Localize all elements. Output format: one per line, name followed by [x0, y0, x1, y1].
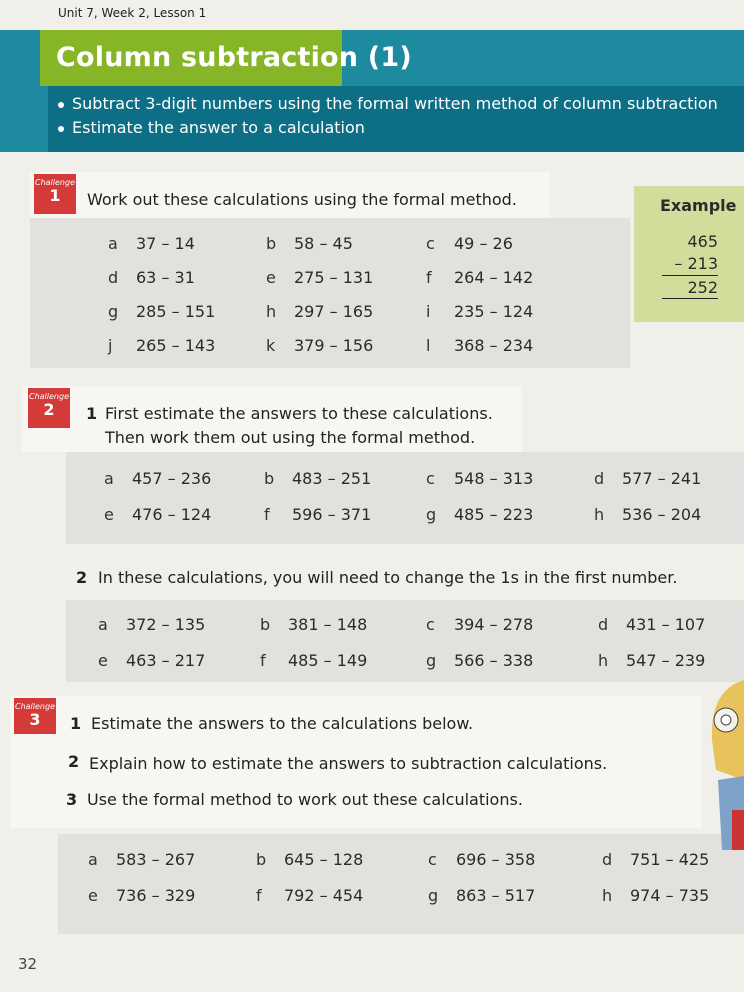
item-expression: 49 – 26 [454, 234, 513, 253]
calculation-item [598, 651, 705, 670]
item-expression: 368 – 234 [454, 336, 534, 355]
calculation-item [256, 850, 363, 869]
item-letter: f [256, 886, 262, 905]
challenge3-q3: Use the formal method to work out these calculations. [87, 790, 523, 809]
calculation-item [88, 850, 195, 869]
calculation-item [426, 651, 533, 670]
challenge3-q2-number: 2 [68, 752, 80, 771]
item-letter: e [98, 651, 108, 670]
item-letter: c [426, 615, 435, 634]
item-letter: j [108, 336, 113, 355]
item-letter: l [426, 336, 431, 355]
calculation-item [266, 234, 353, 253]
item-letter: h [266, 302, 277, 321]
calculation-item [260, 651, 367, 670]
calculation-item [602, 850, 709, 869]
item-expression: 265 – 143 [136, 336, 216, 355]
challenge3-q1-number: 1 [70, 714, 82, 733]
item-expression: 974 – 735 [630, 886, 710, 905]
item-expression: 394 – 278 [454, 615, 534, 634]
item-letter: e [266, 268, 276, 287]
calculation-item [256, 886, 363, 905]
calculation-item [266, 336, 373, 355]
item-expression: 37 – 14 [136, 234, 195, 253]
challenge2-q1-line2: Then work them out using the formal method. [105, 428, 476, 447]
calculation-item [602, 886, 709, 905]
example-rule [662, 275, 718, 276]
item-letter: g [426, 505, 437, 524]
calculation-item [428, 886, 535, 905]
example-rule-bottom [662, 298, 718, 299]
calculation-item [108, 302, 215, 321]
item-letter: a [88, 850, 98, 869]
item-expression: 596 – 371 [292, 505, 372, 524]
item-expression: 547 – 239 [626, 651, 706, 670]
item-letter: d [602, 850, 613, 869]
calculation-item [426, 505, 533, 524]
item-letter: a [98, 615, 108, 634]
challenge3-badge: Challenge 3 [14, 698, 56, 734]
calculation-item [426, 469, 533, 488]
example-title: Example [660, 196, 737, 215]
calculation-item [104, 469, 211, 488]
challenge2-q1-line1: First estimate the answers to these calculations. [105, 404, 493, 423]
item-expression: 548 – 313 [454, 469, 534, 488]
item-letter: a [108, 234, 118, 253]
challenge2-badge: Challenge 2 [28, 388, 70, 428]
item-expression: 297 – 165 [294, 302, 374, 321]
bullet-icon [58, 126, 64, 132]
item-letter: b [266, 234, 277, 253]
item-expression: 264 – 142 [454, 268, 534, 287]
item-expression: 476 – 124 [132, 505, 212, 524]
calculation-item [108, 336, 215, 355]
challenge3-items-panel [58, 834, 744, 934]
objective-1: Subtract 3-digit numbers using the formal written method of column subtraction [58, 94, 718, 113]
item-expression: 736 – 329 [116, 886, 196, 905]
challenge1-instruction: Work out these calculations using the formal method. [87, 190, 517, 209]
example-subtrahend: – 213 [674, 254, 718, 273]
item-letter: e [104, 505, 114, 524]
calculation-item [266, 268, 373, 287]
item-expression: 577 – 241 [622, 469, 702, 488]
calculation-item [264, 469, 371, 488]
item-letter: a [104, 469, 114, 488]
item-letter: b [260, 615, 271, 634]
item-expression: 235 – 124 [454, 302, 534, 321]
item-expression: 863 – 517 [456, 886, 536, 905]
challenge2-q2-text: In these calculations, you will need to change the 1s in the first number. [98, 568, 678, 587]
item-expression: 381 – 148 [288, 615, 368, 634]
item-letter: b [264, 469, 275, 488]
item-letter: e [88, 886, 98, 905]
calculation-item [426, 302, 533, 321]
item-expression: 463 – 217 [126, 651, 206, 670]
item-expression: 751 – 425 [630, 850, 710, 869]
item-expression: 431 – 107 [626, 615, 706, 634]
girl-illustration-icon [702, 680, 744, 850]
calculation-item [426, 615, 533, 634]
calculation-item [264, 505, 371, 524]
calculation-item [108, 268, 195, 287]
calculation-item [98, 651, 205, 670]
item-expression: 485 – 149 [288, 651, 368, 670]
calculation-item [108, 234, 195, 253]
item-expression: 285 – 151 [136, 302, 216, 321]
example-top: 465 [687, 232, 718, 251]
objective-2: Estimate the answer to a calculation [58, 118, 365, 137]
item-expression: 566 – 338 [454, 651, 534, 670]
unit-label: Unit 7, Week 2, Lesson 1 [58, 6, 207, 20]
item-expression: 792 – 454 [284, 886, 364, 905]
item-letter: c [426, 469, 435, 488]
item-expression: 696 – 358 [456, 850, 536, 869]
bullet-icon [58, 102, 64, 108]
item-letter: d [108, 268, 119, 287]
calculation-item [88, 886, 195, 905]
calculation-item [104, 505, 211, 524]
page-title: Column subtraction (1) [56, 42, 412, 73]
challenge2-q1-number: 1 [86, 404, 98, 423]
page-number: 32 [18, 955, 38, 973]
calculation-item [426, 234, 513, 253]
item-letter: h [598, 651, 609, 670]
item-letter: f [426, 268, 432, 287]
item-letter: d [594, 469, 605, 488]
item-letter: c [428, 850, 437, 869]
item-expression: 372 – 135 [126, 615, 206, 634]
item-letter: c [426, 234, 435, 253]
item-letter: f [264, 505, 270, 524]
calculation-item [426, 268, 533, 287]
item-letter: g [428, 886, 439, 905]
calculation-item [594, 469, 701, 488]
item-expression: 645 – 128 [284, 850, 364, 869]
calculation-item [260, 615, 367, 634]
item-letter: g [426, 651, 437, 670]
challenge3-q2: Explain how to estimate the answers to subtraction calculations. [89, 754, 608, 773]
item-letter: g [108, 302, 119, 321]
item-expression: 275 – 131 [294, 268, 374, 287]
item-expression: 483 – 251 [292, 469, 372, 488]
calculation-item [266, 302, 373, 321]
challenge3-q3-number: 3 [66, 790, 78, 809]
calculation-item [428, 850, 535, 869]
calculation-item [426, 336, 533, 355]
challenge2-q2-number: 2 [76, 568, 88, 587]
item-letter: d [598, 615, 609, 634]
item-expression: 58 – 45 [294, 234, 353, 253]
item-letter: h [602, 886, 613, 905]
item-expression: 583 – 267 [116, 850, 196, 869]
item-letter: i [426, 302, 431, 321]
calculation-item [98, 615, 205, 634]
calculation-item [594, 505, 701, 524]
item-letter: k [266, 336, 276, 355]
item-expression: 63 – 31 [136, 268, 195, 287]
item-expression: 379 – 156 [294, 336, 374, 355]
item-letter: h [594, 505, 605, 524]
item-expression: 485 – 223 [454, 505, 534, 524]
challenge3-q1: Estimate the answers to the calculations below. [91, 714, 474, 733]
item-letter: f [260, 651, 266, 670]
calculation-item [598, 615, 705, 634]
example-result: 252 [687, 278, 718, 297]
item-expression: 457 – 236 [132, 469, 212, 488]
challenge1-badge: Challenge 1 [34, 174, 76, 214]
item-letter: b [256, 850, 267, 869]
challenge2-q1-panel [66, 452, 744, 544]
item-expression: 536 – 204 [622, 505, 702, 524]
